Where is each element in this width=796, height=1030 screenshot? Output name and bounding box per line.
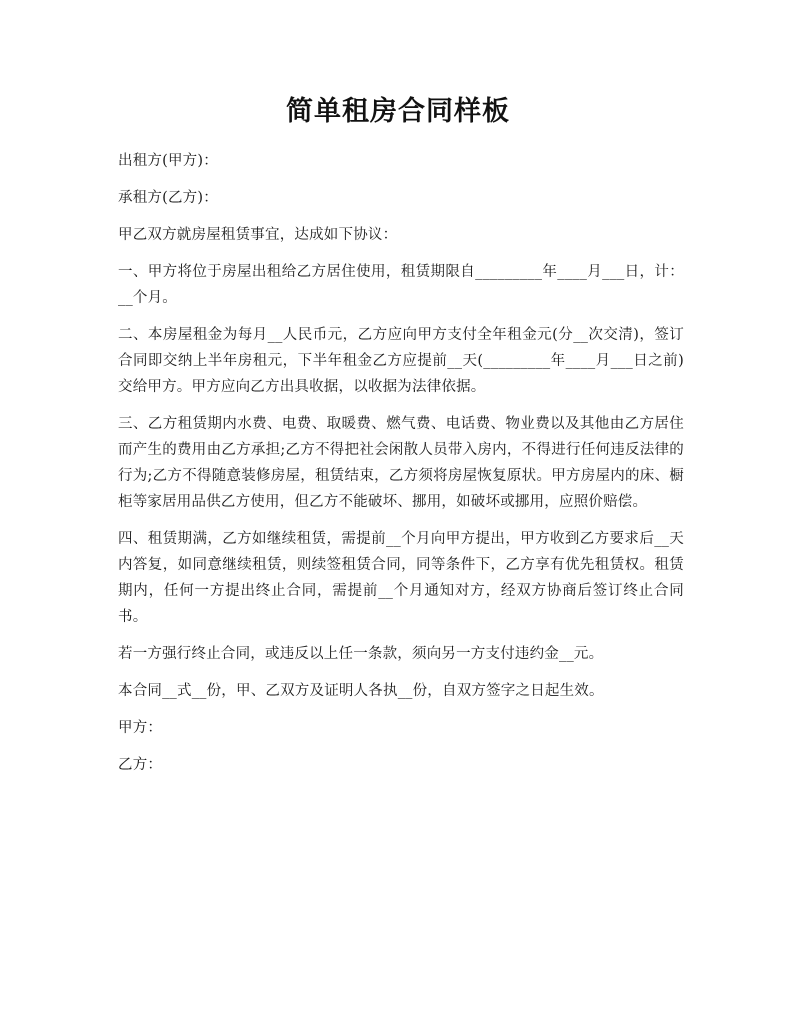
party-b-signature: 乙方： — [118, 757, 163, 773]
clause-1: 一、甲方将位于房屋出租给乙方居住使用，租赁期限自_________年____月___日，计：__个月。 — [118, 264, 684, 306]
agreement-intro: 甲乙双方就房屋租赁事宜，达成如下协议： — [118, 227, 398, 243]
document-title: 简单租房合同样板 — [286, 96, 510, 127]
breach-clause: 若一方强行终止合同，或违反以上任一条款，须向另一方支付违约金__元。 — [118, 646, 604, 662]
party-a-signature: 甲方： — [118, 720, 163, 736]
party-a-line: 出租方(甲方)： — [118, 153, 218, 169]
party-b-line: 承租方(乙方)： — [118, 190, 218, 206]
document-body — [118, 148, 684, 789]
clause-2: 二、本房屋租金为每月__人民币元，乙方应向甲方支付全年租金元(分__次交清)，签订合同即交纳上半年房租元，下半年租金乙方应提前__天(_________年____月___日之前)交给甲方。甲方应向乙方出具收据，以收据为法律依据。 — [118, 327, 684, 395]
clause-4: 四、租赁期满，乙方如继续租赁，需提前__个月向甲方提出，甲方收到乙方要求后__天内答复，如同意继续租赁，则续签租赁合同，同等条件下，乙方享有优先租赁权。租赁期内，任何一方提出终止合同，需提前__个月通知对方，经双方协商后签订终止合同书。 — [118, 531, 684, 625]
copies-clause: 本合同__式__份，甲、乙双方及证明人各执__份，自双方签字之日起生效。 — [118, 683, 604, 699]
clause-3: 三、乙方租赁期内水费、电费、取暖费、燃气费、电话费、物业费以及其他由乙方居住而产生的费用由乙方承担;乙方不得把社会闲散人员带入房内，不得进行任何违反法律的行为;乙方不得随意装修房屋，租赁结束，乙方须将房屋恢复原状。甲方房屋内的床、橱柜等家居用品供乙方使用，但乙方不能破坏、挪用，如破坏或挪用，应照价赔偿。 — [118, 416, 684, 510]
